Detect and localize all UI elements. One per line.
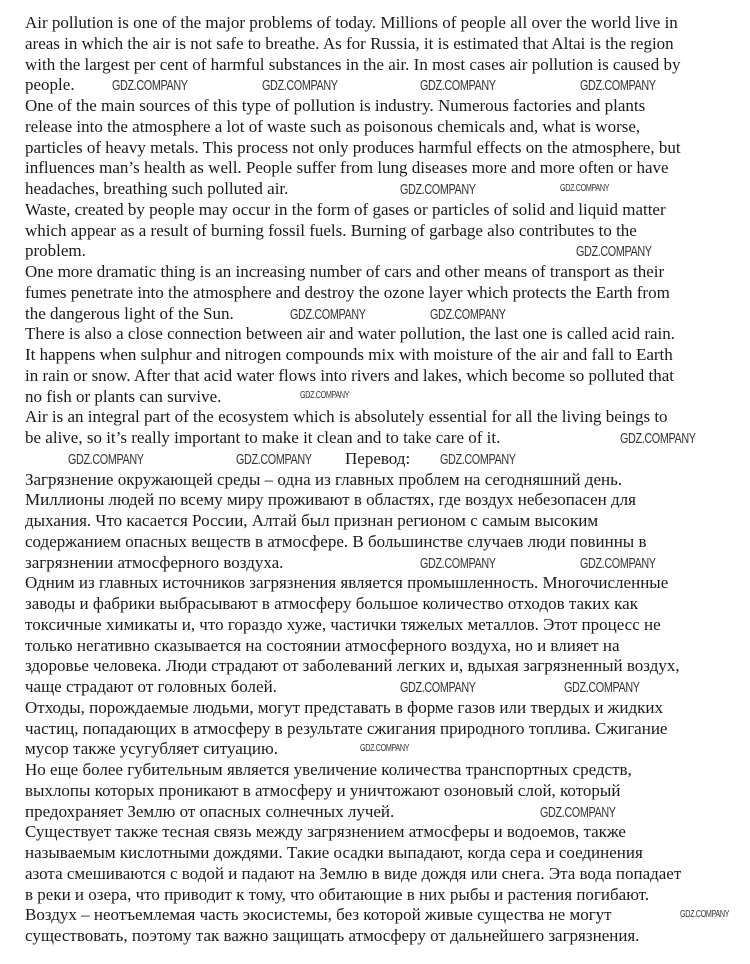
text-line: There is also a close connection between air and water pollution, the last one is called acid rain.: [25, 324, 676, 344]
text-line: in rain or snow. After that acid water flows into rivers and lakes, which become so polluted that: [25, 365, 674, 385]
text-line: чаще страдают от головных болей.: [25, 677, 277, 696]
text-line: только негативно сказывается на состоянии атмосферного воздуха, но и влияет на: [25, 635, 620, 655]
text-line: мусор также усугубляет ситуацию.: [25, 739, 278, 759]
text-line: One more dramatic thing is an increasing number of cars and other means of transport as their: [25, 262, 665, 281]
paragraph: [25, 822, 681, 905]
text-line: release into the atmosphere a lot of waste such as poisonous chemicals and, what is worse,: [25, 116, 641, 136]
text-line: One of the main sources of this type of pollution is industry. Numerous factories and plants: [25, 96, 646, 115]
text-line: Но еще более губительным является увеличение количества транспортных средств,: [25, 760, 632, 779]
watermark: GDZ.COMPANY: [360, 743, 410, 754]
watermark: GDZ.COMPANY: [440, 451, 516, 468]
text-line: the dangerous light of the Sun.: [25, 303, 234, 323]
text-line: fumes penetrate into the atmosphere and destroy the ozone layer which protects the Earth from: [25, 282, 670, 302]
watermark: GDZ.COMPANY: [564, 679, 640, 696]
watermark: GDZ.COMPANY: [430, 306, 506, 323]
text-line: загрязнении атмосферного воздуха.: [25, 552, 284, 572]
text-line: Air is an integral part of the ecosystem which is absolutely essential for all the living beings to: [25, 407, 668, 427]
text-line: выхлопы которых проникают в атмосферу и уничтожают озоновый слой, который: [25, 780, 621, 800]
text-line: предохраняет Землю от опасных солнечных лучей.: [25, 801, 395, 821]
watermark: GDZ.COMPANY: [420, 77, 496, 94]
watermark: GDZ.COMPANY: [576, 243, 652, 260]
text-line: be alive, so it’s really important to make it clean and to take care of it.: [25, 428, 501, 447]
text-line: Воздух – неотъемлемая часть экосистемы, без которой живые существа не могут: [25, 905, 612, 925]
text-line: headaches, breathing such polluted air.: [25, 179, 289, 198]
paragraph: [25, 905, 681, 947]
text-line: people.: [25, 75, 75, 95]
paragraph: [25, 407, 681, 449]
text-line: содержанием опасных веществ в атмосфере. В большинстве случаев люди повинны в: [25, 531, 647, 551]
watermark: GDZ.COMPANY: [400, 181, 476, 198]
watermark: GDZ.COMPANY: [400, 679, 476, 696]
text-line: существовать, поэтому так важно защищать атмосферу от дальнейшего загрязнения.: [25, 926, 640, 945]
text-line: It happens when sulphur and nitrogen compounds mix with moisture of the air and fall to Earth: [25, 345, 673, 364]
text-line: Миллионы людей по всему миру проживают в областях, где воздух небезопасен для: [25, 490, 636, 510]
translation-heading: Перевод:: [345, 448, 411, 468]
paragraph: [25, 698, 681, 760]
text-line: дыхания. Что касается России, Алтай был признан регионом с самым высоким: [25, 511, 599, 530]
text-line: азота смешиваются с водой и падают на Землю в виде дождя или снега. Эта вода попадает: [25, 863, 682, 883]
watermark: GDZ.COMPANY: [300, 390, 350, 401]
text-line: problem.: [25, 241, 86, 261]
text-line: здоровье человека. Люди страдают от заболеваний легких и, вдыхая загрязненный воздух,: [25, 656, 680, 676]
text-line: заводы и фабрики выбрасывают в атмосферу большое количество отходов таких как: [25, 594, 638, 613]
text-line: Одним из главных источников загрязнения является промышленность. Многочисленные: [25, 573, 669, 593]
text-line: Отходы, порождаемые людьми, могут представать в форме газов или твердых и жидких: [25, 697, 664, 717]
paragraph: [25, 324, 681, 407]
watermark: GDZ.COMPANY: [680, 909, 730, 920]
watermark: GDZ.COMPANY: [580, 77, 656, 94]
watermark: GDZ.COMPANY: [236, 451, 312, 468]
text-line: в реки и озера, что приводит к тому, что обитающие в них рыбы и растения погибают.: [25, 884, 650, 904]
watermark: GDZ.COMPANY: [540, 804, 616, 821]
text-line: which appear as a result of burning fossil fuels. Burning of garbage also contributes to the: [25, 220, 637, 240]
watermark: GDZ.COMPANY: [290, 306, 366, 323]
watermark: GDZ.COMPANY: [420, 555, 496, 572]
text-line: no fish or plants can survive.: [25, 386, 222, 406]
watermark: GDZ.COMPANY: [580, 555, 656, 572]
watermark: GDZ.COMPANY: [560, 183, 610, 194]
text-line: Waste, created by people may occur in the form of gases or particles of solid and liquid matter: [25, 199, 666, 219]
watermark: GDZ.COMPANY: [68, 451, 144, 468]
text-line: influences man’s health as well. People suffer from lung diseases more and more often or have: [25, 158, 669, 178]
watermark: GDZ.COMPANY: [620, 430, 696, 447]
text-line: токсичные химикаты и, что гораздо хуже, частички тяжелых металлов. Этот процесс не: [25, 614, 661, 634]
text-line: Air pollution is one of the major problems of today. Millions of people all over the world live in: [25, 13, 678, 32]
text-line: with the largest per cent of harmful substances in the air. In most cases air pollution is caused by: [25, 54, 681, 74]
text-line: particles of heavy metals. This process not only produces harmful effects on the atmosphere, but: [25, 137, 681, 157]
watermark: GDZ.COMPANY: [262, 77, 338, 94]
text-line: Существует также тесная связь между загрязнением атмосферы и водоемов, также: [25, 822, 626, 842]
text-line: Загрязнение окружающей среды – одна из главных проблем на сегодняшний день.: [25, 469, 623, 489]
russian-translation: [25, 470, 681, 947]
text-line: частиц, попадающих в атмосферу в результате сжигания природного топлива. Сжигание: [25, 718, 668, 738]
watermark: GDZ.COMPANY: [112, 77, 188, 94]
text-line: areas in which the air is not safe to breathe. As for Russia, it is estimated that Altai is the region: [25, 33, 674, 53]
text-line: называемым кислотными дождями. Такие осадки выпадают, когда сера и соединения: [25, 843, 643, 862]
